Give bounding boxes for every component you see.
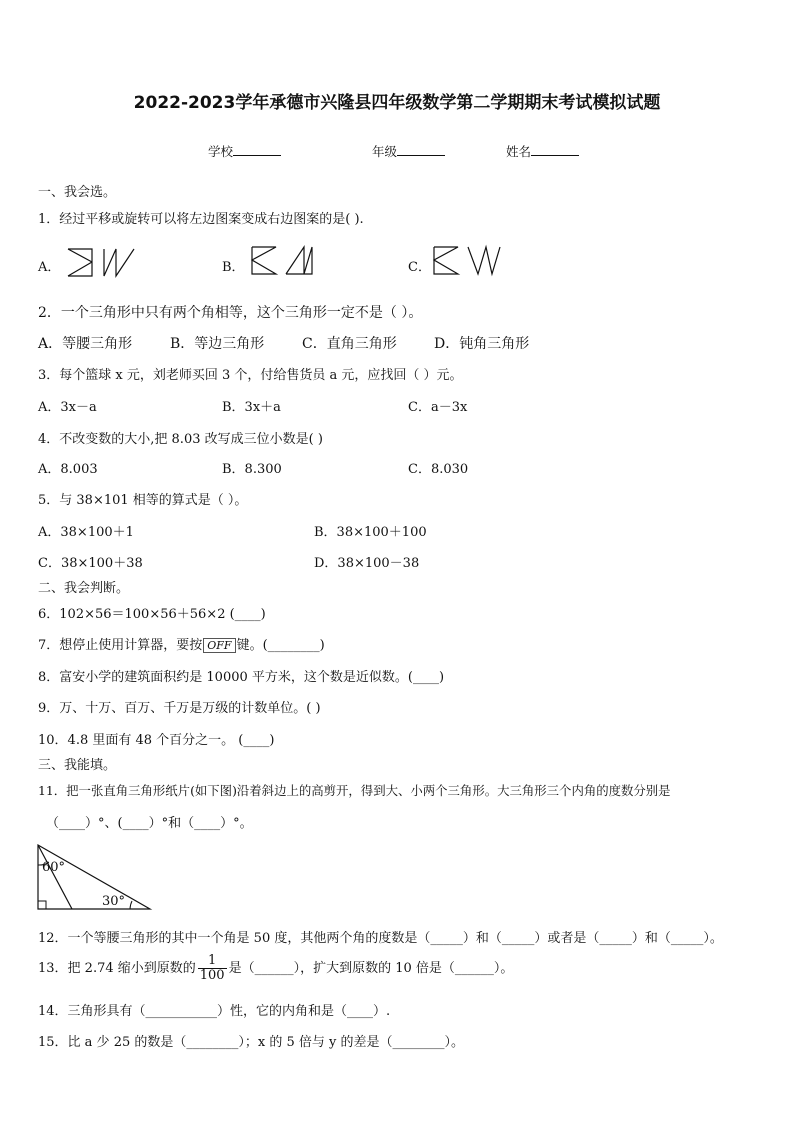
question-12: 12．一个等腰三角形的其中一个角是 50 度，其他两个角的度数是（_____）和（_____）或者是（_____）和（_____）。 xyxy=(38,931,723,946)
question-9: 9．万、十万、百万、千万是万级的计数单位。( ) xyxy=(38,701,321,716)
question-1: 1．经过平移或旋转可以将左边图案变成右边图案的是( ). xyxy=(38,212,364,227)
fraction-denominator: 100 xyxy=(199,968,225,983)
angle-60-label: 60° xyxy=(42,860,66,875)
q7-text-pre: 7．想停止使用计算器，要按 xyxy=(38,638,203,653)
q1-option-c-figure xyxy=(430,244,502,276)
name-field xyxy=(506,142,579,160)
q5-option-a: A．38×100＋1 xyxy=(38,525,134,540)
fraction-numerator: 1 xyxy=(198,954,227,969)
q13-text-post: 是（______），扩大到原数的 10 倍是（______）。 xyxy=(228,961,514,976)
q1-option-c-label: C． xyxy=(408,260,431,275)
off-key-icon: OFF xyxy=(203,638,235,653)
name-blank xyxy=(531,143,579,156)
q5-option-b: B．38×100＋100 xyxy=(314,525,427,540)
q1-option-b-figure xyxy=(246,244,318,276)
q2-option-d: D．钝角三角形 xyxy=(434,336,530,352)
q2-option-b: B．等边三角形 xyxy=(170,336,265,352)
angle-30-label: 30° xyxy=(102,894,126,909)
fraction xyxy=(198,954,227,983)
q4-option-a: A．8.003 xyxy=(38,462,98,477)
q2-option-a: A．等腰三角形 xyxy=(38,336,133,352)
question-3: 3．每个篮球 x 元，刘老师买回 3 个，付给售货员 a 元，应找回（ ）元。 xyxy=(38,368,463,383)
name-label: 姓名 xyxy=(506,144,532,159)
page-title: 2022-2023学年承德市兴隆县四年级数学第二学期期末考试模拟试题 xyxy=(133,93,661,113)
question-6: 6．102×56＝100×56＋56×2 (____) xyxy=(38,607,266,622)
q1-option-a-label: A． xyxy=(38,260,61,275)
grade-blank xyxy=(397,143,445,156)
q2-option-c: C．直角三角形 xyxy=(302,336,397,352)
question-4: 4．不改变数的大小,把 8.03 改写成三位小数是( ) xyxy=(38,432,323,447)
question-7 xyxy=(38,634,325,653)
q1-option-b-label: B． xyxy=(222,260,245,275)
q3-option-b: B．3x＋a xyxy=(222,400,281,415)
school-field xyxy=(208,142,281,160)
school-blank xyxy=(233,143,281,156)
right-triangle-figure xyxy=(34,843,156,913)
q13-text-pre: 13．把 2.74 缩小到原数的 xyxy=(38,961,196,976)
question-8: 8．富安小学的建筑面积约是 10000 平方米，这个数是近似数。(____) xyxy=(38,670,445,685)
question-15: 15．比 a 少 25 的数是（________）；x 的 5 倍与 y 的差是（________）。 xyxy=(38,1035,464,1050)
q4-option-c: C．8.030 xyxy=(408,462,469,477)
question-5: 5．与 38×101 相等的算式是（ ）。 xyxy=(38,493,248,508)
grade-field xyxy=(372,142,445,160)
q3-option-c: C．a－3x xyxy=(408,400,468,415)
q1-option-a-figure xyxy=(64,246,136,278)
q7-text-post: 键。(________) xyxy=(236,638,325,653)
q3-option-a: A．3x－a xyxy=(38,400,97,415)
question-2: 2．一个三角形中只有两个角相等，这个三角形一定不是（ ）。 xyxy=(38,305,423,321)
q4-option-b: B．8.300 xyxy=(222,462,282,477)
section-1-heading: 一、我会选。 xyxy=(38,185,117,200)
section-3-heading: 三、我能填。 xyxy=(38,758,117,773)
question-14: 14．三角形具有（___________）性，它的内角和是（____）. xyxy=(38,1004,391,1019)
question-10: 10．4.8 里面有 48 个百分之一。 (____) xyxy=(38,733,275,748)
school-label: 学校 xyxy=(208,144,234,159)
question-11-line-1: 11．把一张直角三角形纸片(如下图)沿着斜边上的高剪开，得到大、小两个三角形。大三角形三个内角的度数分别是 xyxy=(38,783,671,798)
q5-option-c: C．38×100＋38 xyxy=(38,556,143,571)
question-11-line-2: （____）°、(____）°和（____）°。 xyxy=(46,816,253,831)
question-13 xyxy=(38,954,513,983)
q5-option-d: D．38×100－38 xyxy=(314,556,420,571)
grade-label: 年级 xyxy=(372,144,398,159)
section-2-heading: 二、我会判断。 xyxy=(38,581,130,596)
